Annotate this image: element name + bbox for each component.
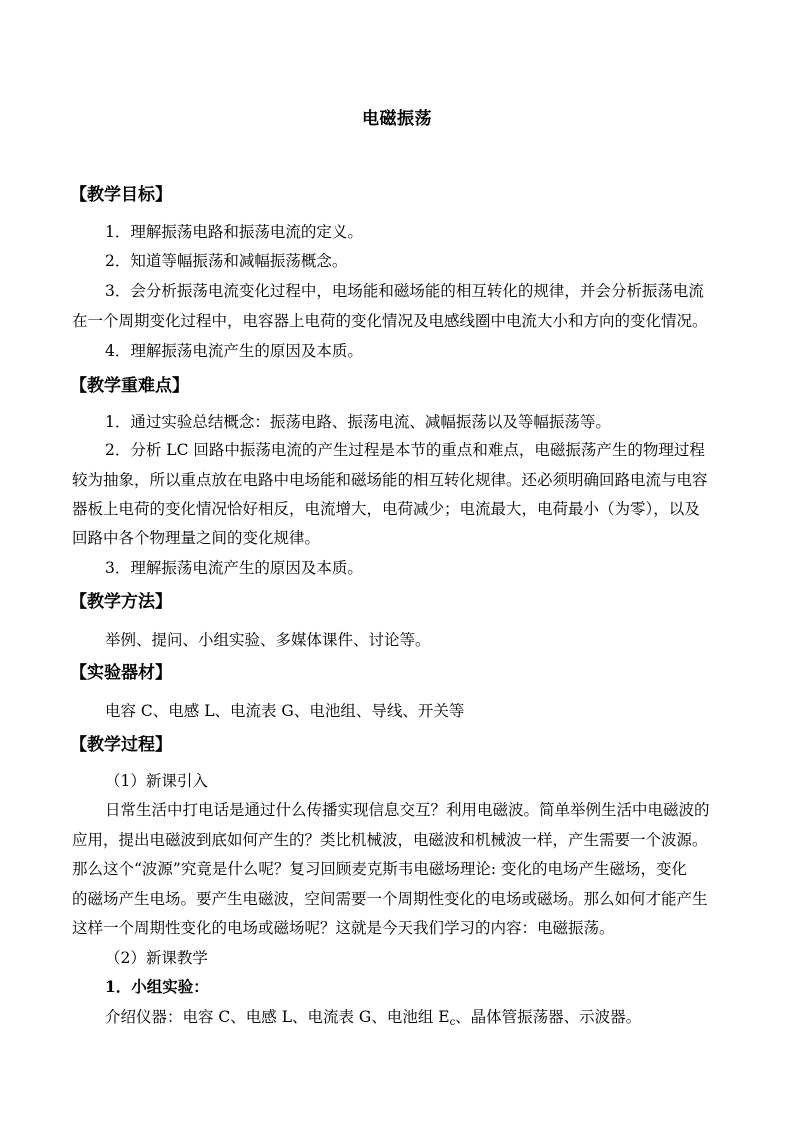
process-subheading-intro: （1）新课引入	[105, 772, 208, 790]
heading-equipment: 【实验器材】	[70, 663, 172, 683]
keypoint-line-2: 2．分析 LC 回路中振荡电流的产生过程是本节的重点和难点，电磁振荡产生的物理过程	[105, 441, 705, 459]
keypoint-line-2-cont2: 器板上电荷的变化情况恰好相反，电流增大，电荷减少；电流最大，电荷最小（为零），以及	[72, 500, 700, 518]
process-line-3: 那么这个“波源”究竟是什么呢？复习回顾麦克斯韦电磁场理论: 变化的电场产生磁场，变化	[72, 860, 688, 878]
methods-line: 举例、提问、小组实验、多媒体课件、讨论等。	[105, 631, 431, 649]
equipment-line: 电容 C、电感 L、电流表 G、电池组、导线、开关等	[105, 702, 465, 720]
subscript-c: c	[449, 1017, 456, 1028]
process-line-1: 日常生活中打电话是通过什么传播实现信息交互？利用电磁波。简单举例生活中电磁波的	[105, 801, 710, 819]
heading-process: 【教学过程】	[70, 735, 172, 755]
process-subheading-new: （2）新课教学	[105, 949, 208, 967]
keypoint-line-1: 1．通过实验总结概念：振荡电路、振荡电流、减幅振荡以及等幅振荡等。	[105, 413, 611, 431]
process-group-experiment: 1．小组实验：	[105, 977, 209, 996]
keypoint-line-2-cont1: 较为抽象，所以重点放在电路中电场能和磁场能的相互转化规律。还必须明确回路电流与电容	[72, 471, 708, 489]
objective-line-3: 3．会分析振荡电流变化过程中，电场能和磁场能的相互转化的规律，并会分析振荡电流	[105, 282, 704, 300]
objective-line-2: 2．知道等幅振荡和减幅振荡概念。	[105, 252, 348, 270]
objective-line-3-cont: 在一个周期变化过程中，电容器上电荷的变化情况及电感线圈中电流大小和方向的变化情况。	[72, 312, 708, 330]
instruments-text-end: 、晶体管振荡器、示波器。	[455, 1008, 642, 1026]
process-line-2: 应用，提出电磁波到底如何产生的？类比机械波，电磁波和机械波一样，产生需要一个波源。	[72, 831, 708, 849]
process-instruments-line	[105, 1005, 765, 1028]
heading-keypoints: 【教学重难点】	[70, 376, 189, 396]
process-line-5: 这样一个周期性变化的电场或磁场呢？这就是今天我们学习的内容：电磁振荡。	[72, 919, 615, 937]
keypoint-line-2-cont3: 回路中各个物理量之间的变化规律。	[72, 529, 321, 547]
heading-objectives: 【教学目标】	[70, 185, 172, 205]
objective-line-1: 1．理解振荡电路和振荡电流的定义。	[105, 223, 363, 241]
process-line-4: 的磁场产生电场。要产生电磁波，空间需要一个周期性变化的电场或磁场。那么如何才能产生	[72, 890, 708, 908]
heading-methods: 【教学方法】	[70, 592, 172, 612]
instruments-text: 介绍仪器：电容 C、电感 L、电流表 G、电池组 E	[105, 1008, 450, 1026]
keypoint-line-3: 3．理解振荡电流产生的原因及本质。	[105, 559, 363, 577]
page-title: 电磁振荡	[362, 109, 432, 129]
objective-line-4: 4．理解振荡电流产生的原因及本质。	[105, 342, 363, 360]
